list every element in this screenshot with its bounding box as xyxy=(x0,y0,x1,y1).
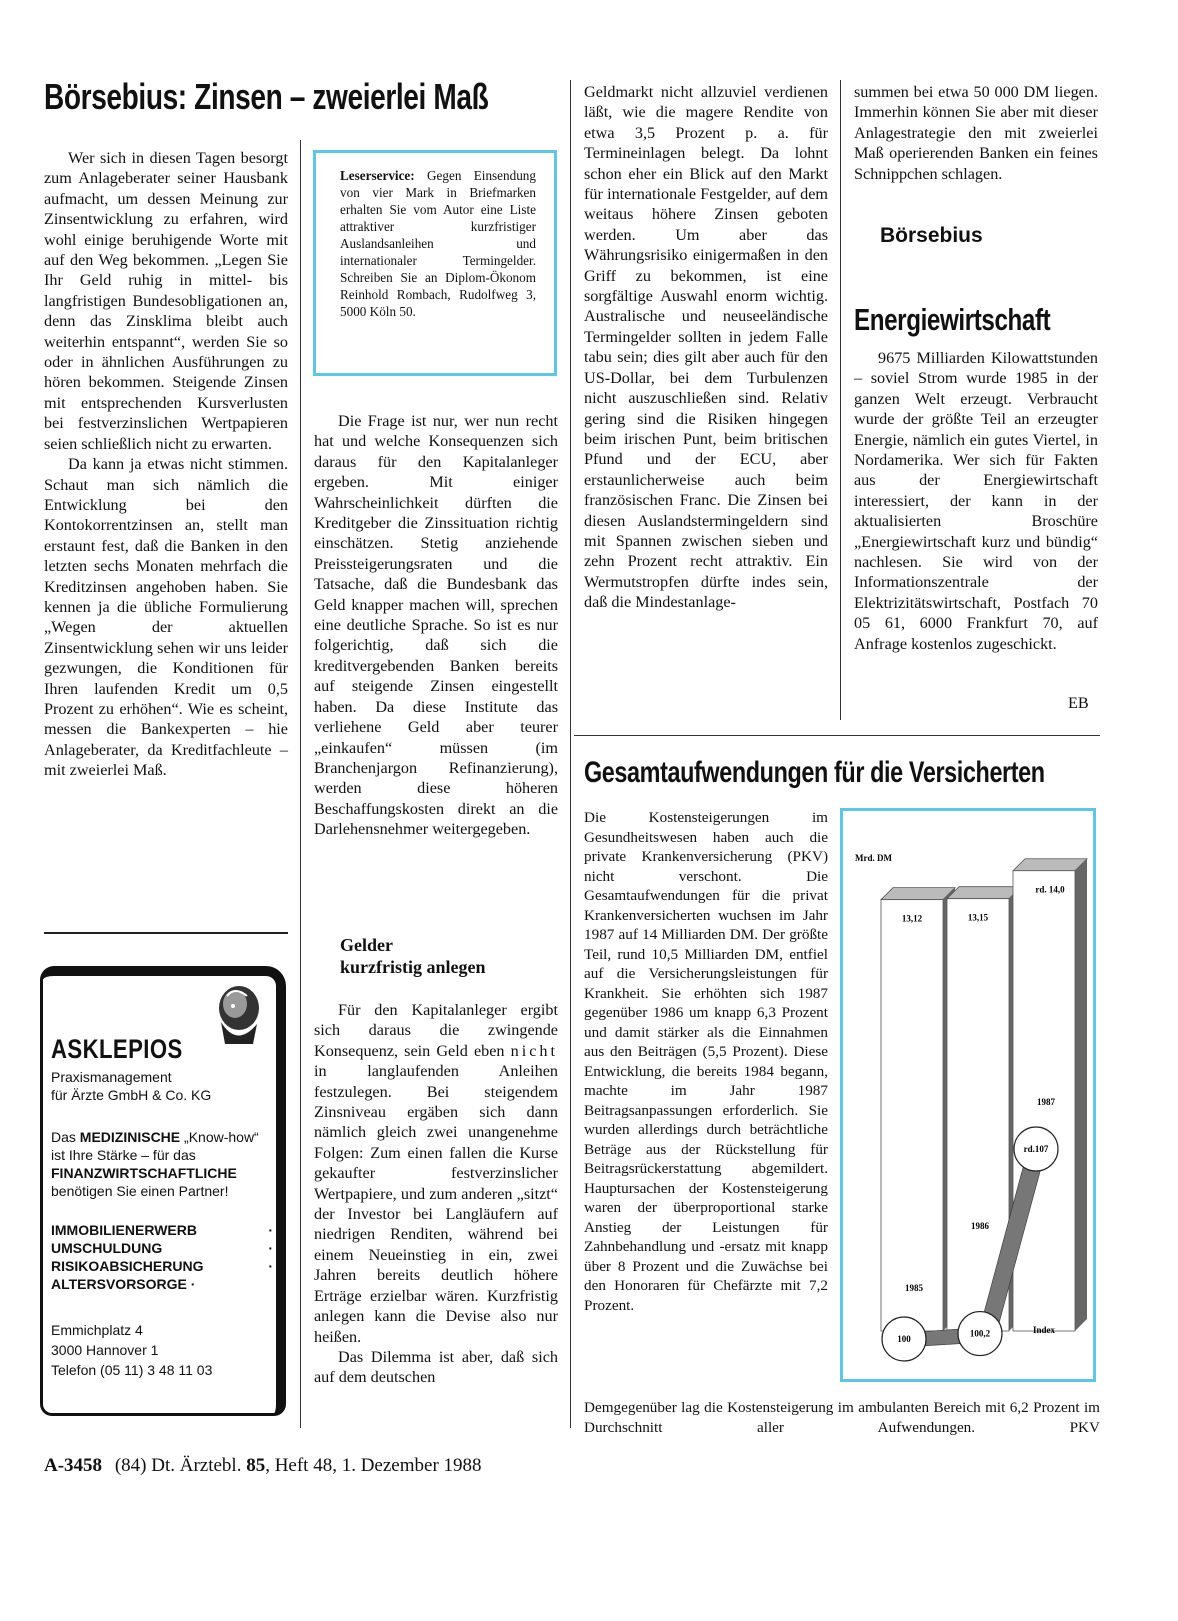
bar-value-label: rd. 14,0 xyxy=(1035,884,1065,895)
ad-text: benötigen Sie einen Partner! xyxy=(51,1183,229,1199)
paragraph: Für den Kapitalanleger ergibt sich daraus die zwingende Konsequenz, sein Geld eben nicht in langlaufenden Anleihen festzulegen. Bei steigendem Zinsniveau ergäben sich dann nämlich gleich zwei unangenehme Folgen: Zum einen fallen die Kurse gekaufter festverzinslicher Wertpapiere, und zum anderen „sitzt“ der Investor bei Langläufern auf niedrigen Renditen, während bei einem Neueinstieg in ein, zwei Jahren bereits deutlich höhere Erträge erzielbar wären. Kurzfristig anlegen kann die Devise also nur heißen. xyxy=(314,1001,558,1346)
column-rule xyxy=(840,80,841,720)
column-rule xyxy=(300,140,301,1428)
page-number: A-3458 xyxy=(44,1455,103,1476)
tick-label: 1986 xyxy=(971,1221,989,1231)
subheading-line: Gelder xyxy=(340,935,393,955)
paragraph: 9675 Milliarden Kilowattstunden – soviel Strom wurde 1985 in der ganzen Welt erzeugt. Verbraucht wurde der größte Teil an erzeugter Energie, nämlich ein gutes Viertel, in Nordamerika. Wer sich für Fakten aus der Energiewirtschaft interessiert, der kann in der aktualisierten Broschüre „Energiewirtschaft kurz und bündig“ nachlesen. Sie wird von der Informationszentrale der Elektrizitätswirtschaft, Postfach 70 05 61, 6000 Frankfurt 70, auf Anfrage kostenlos zugeschickt. xyxy=(854,349,1098,653)
tick-label: 1987 xyxy=(1037,1097,1055,1107)
footer-text: (84) Dt. Ärztebl. xyxy=(114,1455,247,1476)
author-signature: Börsebius xyxy=(880,224,983,247)
ad-address: Emmichplatz 4 xyxy=(51,1322,143,1338)
footer-text: , Heft 48, 1. Dezember 1988 xyxy=(265,1455,482,1476)
bar-top xyxy=(1013,859,1087,871)
versicherte-last-line: Demgegenüber lag die Kostensteigerung im ambulanten Bereich mit 6,2 Prozent im Durchschnitt aller Aufwendungen. PKV xyxy=(584,1399,1100,1436)
bar-value-label: 13,15 xyxy=(967,912,989,923)
ad-body xyxy=(51,1128,273,1200)
index-value-label: 100,2 xyxy=(969,1328,991,1339)
index-value-label: 100 xyxy=(897,1334,911,1344)
subheading xyxy=(340,934,560,978)
bar-top xyxy=(881,888,955,900)
ad-subtitle: Praxismanagement xyxy=(51,1069,172,1085)
bar-value-label: 13,12 xyxy=(901,913,923,924)
paragraph: Wer sich in diesen Tagen besorgt zum Anlageberater seiner Hausbank aufmacht, um dessen Meinung zur Zinsentwicklung zu erfahren, wird wohl einige beruhigende Worte mit auf den Weg bekommen. „Legen Sie Ihr Geld ruhig in mittel- bis langfristigen Bundesobligationen an, denn das Zinsklima bleibt auch weiterhin entspannt“, werden Sie so oder in ähnlichen Ausführungen zu hören bekommen. Steigende Zinsen mit entsprechenden Kursverlusten bei festverzinslichen Wertpapieren seien schließlich nicht zu erwarten. xyxy=(44,149,288,453)
ad-text-bold: FINANZWIRTSCHAFTLICHE xyxy=(51,1165,237,1181)
paragraph: Geldmarkt nicht allzuviel verdienen läßt, wie die magere Rendite von etwa 3,5 Prozent p. a. für Termineinlagen belegt. Da lohnt schon eher ein Blick auf den Markt für internationale Festgelder, auf dem weitaus höhere Zinsen geboten werden. Um aber das Währungsrisiko einigermaßen in den Griff zu bekommen, ist eine sorgfältige Auswahl enorm wichtig. Australische und neuseeländische Termingelder sollten in jedem Falle tabu sein; dies gilt aber auch für den US-Dollar, bei dem Turbulenzen nicht auszuschließen sind. Relativ gering sind die Risiken hingegen beim irischen Punt, beim britischen Pfund und der ECU, aber erstaunlicherweise auch beim französischen Franc. Die Zinsen bei diesen Auslandstermingeldern sind mit Spannen zwischen sieben und zehn Prozent recht attraktiv. Ein Wermutstropfen dürfte indes sein, daß die Mindestanlage- xyxy=(584,83,828,612)
paragraph: Das Dilemma ist aber, daß sich auf dem deutschen xyxy=(314,1347,558,1387)
asklepios-advertisement xyxy=(40,966,286,1416)
energiewirtschaft-signature: EB xyxy=(1068,694,1089,712)
energiewirtschaft-title: Energiewirtschaft xyxy=(854,302,1051,337)
section-divider xyxy=(574,735,1100,736)
asklepios-logo-icon xyxy=(201,978,273,1050)
paragraph: Die Frage ist nur, wer nun recht hat und welche Konsequenzen sich daraus für den Kapitalanleger ergeben. Mit einiger Wahrscheinlichkeit dürften die Kreditgeber die Zinssituation richtig einschätzen. Stetig anziehende Preissteigerungsraten und die Tatsache, daß die Bundesbank das Geld knapper machen will, sprechen eine deutliche Sprache. So ist es nur folgerichtig, daß sich die kreditvergebenden Banken bereits auf steigende Zinsen eingestellt haben. Da diese Institute das verliehene Geld aber teurer „einkaufen“ müssen (im Branchenjargon Refinanzierung), werden diese höheren Beschaffungskosten direkt an die Darlehensnehmer weitergegeben. xyxy=(314,412,558,839)
leserservice-box xyxy=(313,150,557,376)
subheading-line: kurzfristig anlegen xyxy=(340,957,486,977)
ad-text: „Know-how“ ist Ihre Stärke – für das xyxy=(51,1129,259,1163)
article-column-2b xyxy=(314,1000,558,1388)
ad-subtitle: für Ärzte GmbH & Co. KG xyxy=(51,1087,212,1103)
bar-top xyxy=(947,887,1021,899)
column-divider xyxy=(44,932,288,934)
leserservice-text: Gegen Einsendung von vier Mark in Briefmarken erhalten Sie vom Autor eine Liste attraktiver kurzfristiger Auslandsanleihen und internationaler Termingelder. Schreiben Sie an Diplom-Ökonom Reinhold Rombach, Rudolfweg 3, 5000 Köln 50. xyxy=(340,168,536,319)
page-footer xyxy=(44,1455,482,1477)
chart-frame xyxy=(840,808,1096,1382)
ad-phone: Telefon (05 11) 3 48 11 03 xyxy=(51,1362,213,1378)
ad-address: 3000 Hannover 1 xyxy=(51,1342,159,1358)
bar xyxy=(881,900,943,1331)
versicherte-title: Gesamtaufwendungen für die Versicherten xyxy=(584,756,1045,789)
article-column-2 xyxy=(314,411,558,840)
article-title: Börsebius: Zinsen – zweierlei Maß xyxy=(44,76,489,117)
chart xyxy=(843,811,1093,1379)
bar-side xyxy=(1075,859,1087,1331)
ad-brand: ASKLEPIOS xyxy=(51,1034,183,1064)
energiewirtschaft-body xyxy=(854,348,1098,654)
article-column-1 xyxy=(44,148,288,781)
ad-text: Das xyxy=(51,1129,80,1145)
ad-services: IMMOBILIENERWERB · UMSCHULDUNG · RISIKOABSICHERUNG · ALTERSVORSORGE · xyxy=(51,1222,273,1292)
article-column-3 xyxy=(584,82,828,613)
versicherte-body: Die Kostensteigerungen im Gesundheitswesen haben auch die private Krankenversicherung (PKV) nicht verschont. Die Gesamtaufwendungen für die privat Krankenversicherten wuchsen im Jahr 1987 auf 14 Milliarden DM. Der größte Teil, rund 10,5 Milliarden DM, entfiel auf die Versicherungsleistungen für Krankheit. Sie erhöhten sich 1987 gegenüber 1986 um knapp 6,3 Prozent und damit stärker als die Einnahmen aus den Beiträgen (5,5 Prozent). Diese Entwicklung, die bereits 1984 begann, machte im Jahr 1987 Beitragsanpassungen erforderlich. Sie wurden allerdings durch beträchtliche Beträge aus der Rückstellung für Beitragsrückerstattung abgemildert. Hauptursachen der Kostensteigerung waren der überproportional starke Anstieg der Leistungen für Zahnbehandlung und -ersatz mit knapp über 8 Prozent und die Zuwächse bei den Honoraren für Chefärzte mit 7,2 Prozent. xyxy=(584,809,828,1314)
footer-volume: 85 xyxy=(246,1455,266,1476)
chart-ylabel: Mrd. DM xyxy=(855,853,892,863)
tick-label: 1985 xyxy=(905,1283,923,1293)
ad-text-bold: MEDIZINISCHE xyxy=(79,1129,181,1145)
paragraph: Da kann ja etwas nicht stimmen. Schaut man sich nämlich die Entwicklung bei den Kontokorrentzinsen an, stellt man erstaunt fest, daß die Banken in den letzten sechs Monaten mehrfach die Kreditzinsen angehoben haben. Sie kennen ja die übliche Formulierung „Wegen der aktuellen Zinsentwicklung sehen wir uns leider gezwungen, die Konditionen für Ihren laufenden Kredit um 0,5 Prozent zu erhöhen“. Wie es scheint, messen die Bankexperten – hie Anlageberater, da Kreditfachleute – mit zweierlei Maß. xyxy=(44,455,288,780)
paragraph: summen bei etwa 50 000 DM liegen. Immerhin können Sie aber mit dieser Anlagestrategie den mit zweierlei Maß operierenden Banken ein feines Schnippchen schlagen. xyxy=(854,83,1098,183)
column-rule xyxy=(570,80,571,1428)
index-value-label: rd.107 xyxy=(1023,1144,1049,1154)
leserservice-label: Leserservice: xyxy=(340,168,415,183)
article-column-4 xyxy=(854,82,1098,184)
index-label: Index xyxy=(1033,1325,1056,1335)
